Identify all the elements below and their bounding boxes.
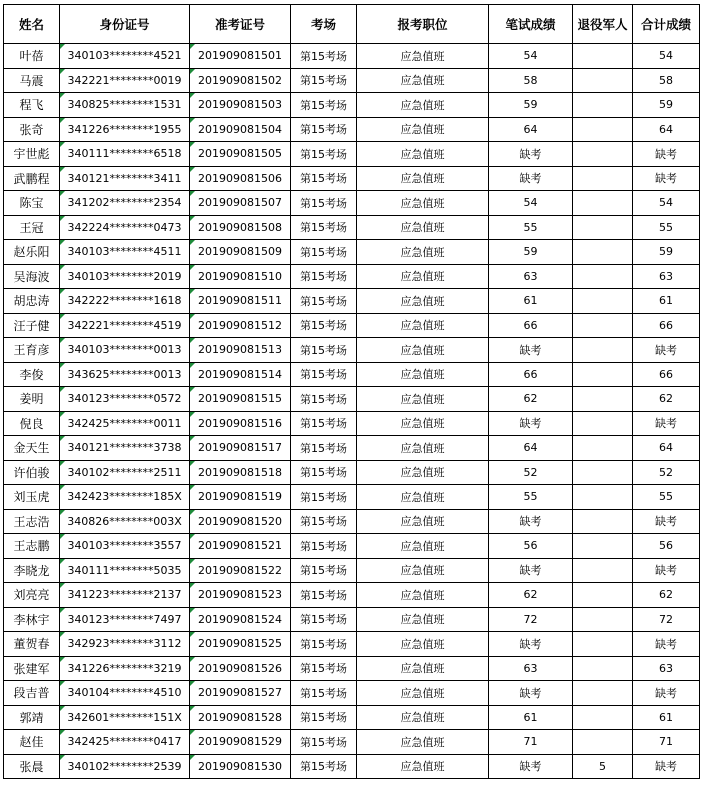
cell-position: 应急值班 <box>357 460 489 485</box>
score-table <box>3 4 700 779</box>
cell-written-score: 66 <box>489 313 573 338</box>
cell-exam-number: 201909081527 <box>190 681 291 706</box>
cell-exam-number: 201909081502 <box>190 68 291 93</box>
table-row <box>4 362 700 387</box>
cell-written-score: 54 <box>489 44 573 69</box>
cell-id-number: 342601********151X <box>60 705 190 730</box>
cell-position: 应急值班 <box>357 509 489 534</box>
table-row <box>4 705 700 730</box>
cell-total-score: 66 <box>633 313 700 338</box>
cell-id-number: 342221********0019 <box>60 68 190 93</box>
cell-written-score: 缺考 <box>489 509 573 534</box>
cell-veteran <box>573 117 633 142</box>
cell-exam-number: 201909081503 <box>190 93 291 118</box>
cell-room: 第15考场 <box>291 411 357 436</box>
cell-total-score: 64 <box>633 117 700 142</box>
cell-exam-number: 201909081515 <box>190 387 291 412</box>
cell-room: 第15考场 <box>291 656 357 681</box>
cell-written-score: 58 <box>489 68 573 93</box>
cell-id-number: 340123********7497 <box>60 607 190 632</box>
cell-exam-number: 201909081525 <box>190 632 291 657</box>
cell-name: 张奇 <box>4 117 60 142</box>
header-position: 报考职位 <box>357 5 489 44</box>
table-row <box>4 93 700 118</box>
cell-room: 第15考场 <box>291 583 357 608</box>
cell-room: 第15考场 <box>291 754 357 779</box>
cell-name: 姜明 <box>4 387 60 412</box>
table-row <box>4 313 700 338</box>
cell-id-number: 342923********3112 <box>60 632 190 657</box>
table-row <box>4 142 700 167</box>
cell-name: 王志鹏 <box>4 534 60 559</box>
cell-exam-number: 201909081505 <box>190 142 291 167</box>
cell-total-score: 缺考 <box>633 338 700 363</box>
cell-room: 第15考场 <box>291 632 357 657</box>
cell-veteran <box>573 142 633 167</box>
cell-exam-number: 201909081526 <box>190 656 291 681</box>
cell-total-score: 缺考 <box>633 142 700 167</box>
cell-room: 第15考场 <box>291 191 357 216</box>
cell-id-number: 341223********2137 <box>60 583 190 608</box>
cell-position: 应急值班 <box>357 142 489 167</box>
table-row <box>4 117 700 142</box>
cell-position: 应急值班 <box>357 93 489 118</box>
cell-exam-number: 201909081513 <box>190 338 291 363</box>
cell-id-number: 342425********0417 <box>60 730 190 755</box>
cell-exam-number: 201909081512 <box>190 313 291 338</box>
table-row <box>4 166 700 191</box>
cell-written-score: 66 <box>489 362 573 387</box>
cell-position: 应急值班 <box>357 485 489 510</box>
cell-veteran <box>573 191 633 216</box>
cell-total-score: 52 <box>633 460 700 485</box>
cell-room: 第15考场 <box>291 534 357 559</box>
cell-id-number: 340103********2019 <box>60 264 190 289</box>
cell-exam-number: 201909081529 <box>190 730 291 755</box>
header-room: 考场 <box>291 5 357 44</box>
cell-position: 应急值班 <box>357 534 489 559</box>
table-row <box>4 558 700 583</box>
cell-exam-number: 201909081524 <box>190 607 291 632</box>
cell-name: 李俊 <box>4 362 60 387</box>
cell-veteran <box>573 705 633 730</box>
cell-exam-number: 201909081522 <box>190 558 291 583</box>
cell-total-score: 缺考 <box>633 166 700 191</box>
cell-written-score: 56 <box>489 534 573 559</box>
cell-id-number: 340123********0572 <box>60 387 190 412</box>
cell-total-score: 66 <box>633 362 700 387</box>
table-row <box>4 656 700 681</box>
cell-exam-number: 201909081507 <box>190 191 291 216</box>
cell-veteran <box>573 313 633 338</box>
cell-room: 第15考场 <box>291 436 357 461</box>
cell-total-score: 61 <box>633 705 700 730</box>
cell-name: 武鹏程 <box>4 166 60 191</box>
header-written-score: 笔试成绩 <box>489 5 573 44</box>
cell-written-score: 62 <box>489 387 573 412</box>
cell-exam-number: 201909081509 <box>190 240 291 265</box>
cell-exam-number: 201909081511 <box>190 289 291 314</box>
cell-veteran <box>573 607 633 632</box>
header-veteran: 退役军人 <box>573 5 633 44</box>
cell-written-score: 61 <box>489 289 573 314</box>
cell-name: 李晓龙 <box>4 558 60 583</box>
cell-room: 第15考场 <box>291 68 357 93</box>
cell-name: 胡忠涛 <box>4 289 60 314</box>
cell-exam-number: 201909081518 <box>190 460 291 485</box>
cell-exam-number: 201909081520 <box>190 509 291 534</box>
table-row <box>4 289 700 314</box>
cell-name: 金天生 <box>4 436 60 461</box>
cell-name: 郭靖 <box>4 705 60 730</box>
cell-name: 董贺春 <box>4 632 60 657</box>
cell-name: 宇世彪 <box>4 142 60 167</box>
cell-position: 应急值班 <box>357 240 489 265</box>
cell-position: 应急值班 <box>357 44 489 69</box>
cell-name: 张建军 <box>4 656 60 681</box>
cell-name: 马震 <box>4 68 60 93</box>
cell-room: 第15考场 <box>291 730 357 755</box>
cell-room: 第15考场 <box>291 93 357 118</box>
cell-name: 赵佳 <box>4 730 60 755</box>
cell-veteran <box>573 44 633 69</box>
cell-position: 应急值班 <box>357 730 489 755</box>
cell-position: 应急值班 <box>357 436 489 461</box>
cell-room: 第15考场 <box>291 117 357 142</box>
cell-total-score: 缺考 <box>633 754 700 779</box>
cell-total-score: 71 <box>633 730 700 755</box>
cell-name: 王冠 <box>4 215 60 240</box>
cell-id-number: 340103********4511 <box>60 240 190 265</box>
cell-room: 第15考场 <box>291 387 357 412</box>
table-row <box>4 264 700 289</box>
cell-name: 段吉普 <box>4 681 60 706</box>
table-row <box>4 68 700 93</box>
cell-total-score: 64 <box>633 436 700 461</box>
header-row <box>4 5 700 44</box>
cell-id-number: 342221********4519 <box>60 313 190 338</box>
cell-room: 第15考场 <box>291 289 357 314</box>
cell-room: 第15考场 <box>291 166 357 191</box>
cell-written-score: 59 <box>489 93 573 118</box>
cell-position: 应急值班 <box>357 681 489 706</box>
cell-position: 应急值班 <box>357 289 489 314</box>
cell-veteran <box>573 362 633 387</box>
cell-written-score: 缺考 <box>489 142 573 167</box>
cell-written-score: 72 <box>489 607 573 632</box>
cell-position: 应急值班 <box>357 411 489 436</box>
cell-room: 第15考场 <box>291 558 357 583</box>
cell-veteran <box>573 509 633 534</box>
cell-written-score: 缺考 <box>489 338 573 363</box>
cell-total-score: 56 <box>633 534 700 559</box>
cell-exam-number: 201909081510 <box>190 264 291 289</box>
cell-name: 刘亮亮 <box>4 583 60 608</box>
table-row <box>4 338 700 363</box>
cell-id-number: 340102********2511 <box>60 460 190 485</box>
table-row <box>4 730 700 755</box>
cell-written-score: 63 <box>489 264 573 289</box>
cell-name: 刘玉虎 <box>4 485 60 510</box>
table-row <box>4 485 700 510</box>
cell-position: 应急值班 <box>357 338 489 363</box>
cell-room: 第15考场 <box>291 240 357 265</box>
cell-written-score: 缺考 <box>489 411 573 436</box>
header-total-score: 合计成绩 <box>633 5 700 44</box>
cell-position: 应急值班 <box>357 166 489 191</box>
cell-name: 张晨 <box>4 754 60 779</box>
table-row <box>4 436 700 461</box>
cell-written-score: 缺考 <box>489 558 573 583</box>
cell-total-score: 59 <box>633 93 700 118</box>
cell-id-number: 342423********185X <box>60 485 190 510</box>
table-row <box>4 754 700 779</box>
cell-room: 第15考场 <box>291 460 357 485</box>
cell-written-score: 缺考 <box>489 681 573 706</box>
cell-total-score: 58 <box>633 68 700 93</box>
cell-total-score: 63 <box>633 264 700 289</box>
cell-written-score: 55 <box>489 485 573 510</box>
cell-room: 第15考场 <box>291 681 357 706</box>
cell-written-score: 缺考 <box>489 754 573 779</box>
cell-total-score: 62 <box>633 387 700 412</box>
cell-id-number: 342222********1618 <box>60 289 190 314</box>
cell-id-number: 340825********1531 <box>60 93 190 118</box>
cell-id-number: 341226********1955 <box>60 117 190 142</box>
cell-name: 倪良 <box>4 411 60 436</box>
cell-id-number: 341202********2354 <box>60 191 190 216</box>
table-row <box>4 534 700 559</box>
cell-total-score: 54 <box>633 191 700 216</box>
cell-exam-number: 201909081530 <box>190 754 291 779</box>
cell-veteran <box>573 730 633 755</box>
cell-position: 应急值班 <box>357 754 489 779</box>
table-row <box>4 411 700 436</box>
cell-position: 应急值班 <box>357 387 489 412</box>
table-row <box>4 44 700 69</box>
cell-veteran <box>573 166 633 191</box>
cell-position: 应急值班 <box>357 362 489 387</box>
cell-position: 应急值班 <box>357 656 489 681</box>
cell-veteran <box>573 485 633 510</box>
cell-exam-number: 201909081528 <box>190 705 291 730</box>
cell-id-number: 340103********4521 <box>60 44 190 69</box>
cell-total-score: 缺考 <box>633 681 700 706</box>
cell-room: 第15考场 <box>291 509 357 534</box>
cell-veteran <box>573 583 633 608</box>
cell-id-number: 343625********0013 <box>60 362 190 387</box>
cell-name: 程飞 <box>4 93 60 118</box>
cell-room: 第15考场 <box>291 338 357 363</box>
cell-written-score: 71 <box>489 730 573 755</box>
cell-exam-number: 201909081519 <box>190 485 291 510</box>
cell-written-score: 55 <box>489 215 573 240</box>
cell-position: 应急值班 <box>357 68 489 93</box>
cell-position: 应急值班 <box>357 264 489 289</box>
cell-total-score: 54 <box>633 44 700 69</box>
cell-exam-number: 201909081514 <box>190 362 291 387</box>
cell-veteran <box>573 460 633 485</box>
header-exam-no: 准考证号 <box>190 5 291 44</box>
cell-written-score: 62 <box>489 583 573 608</box>
cell-id-number: 340102********2539 <box>60 754 190 779</box>
score-table-container <box>3 4 700 779</box>
cell-position: 应急值班 <box>357 215 489 240</box>
table-row <box>4 460 700 485</box>
cell-room: 第15考场 <box>291 313 357 338</box>
cell-veteran <box>573 558 633 583</box>
cell-veteran <box>573 436 633 461</box>
cell-exam-number: 201909081506 <box>190 166 291 191</box>
cell-veteran <box>573 656 633 681</box>
cell-position: 应急值班 <box>357 583 489 608</box>
table-row <box>4 215 700 240</box>
cell-exam-number: 201909081504 <box>190 117 291 142</box>
cell-veteran <box>573 240 633 265</box>
cell-room: 第15考场 <box>291 485 357 510</box>
cell-written-score: 52 <box>489 460 573 485</box>
cell-room: 第15考场 <box>291 44 357 69</box>
cell-total-score: 55 <box>633 485 700 510</box>
cell-name: 赵乐阳 <box>4 240 60 265</box>
cell-id-number: 340826********003X <box>60 509 190 534</box>
cell-room: 第15考场 <box>291 264 357 289</box>
cell-id-number: 341226********3219 <box>60 656 190 681</box>
cell-position: 应急值班 <box>357 607 489 632</box>
cell-total-score: 55 <box>633 215 700 240</box>
cell-position: 应急值班 <box>357 632 489 657</box>
cell-veteran <box>573 338 633 363</box>
cell-room: 第15考场 <box>291 705 357 730</box>
cell-id-number: 340104********4510 <box>60 681 190 706</box>
cell-id-number: 340103********3557 <box>60 534 190 559</box>
table-row <box>4 632 700 657</box>
cell-room: 第15考场 <box>291 215 357 240</box>
cell-veteran <box>573 93 633 118</box>
cell-position: 应急值班 <box>357 191 489 216</box>
cell-total-score: 61 <box>633 289 700 314</box>
cell-name: 王志浩 <box>4 509 60 534</box>
cell-written-score: 缺考 <box>489 166 573 191</box>
cell-room: 第15考场 <box>291 362 357 387</box>
cell-exam-number: 201909081516 <box>190 411 291 436</box>
cell-room: 第15考场 <box>291 607 357 632</box>
table-row <box>4 387 700 412</box>
cell-name: 许伯骏 <box>4 460 60 485</box>
cell-exam-number: 201909081521 <box>190 534 291 559</box>
cell-position: 应急值班 <box>357 313 489 338</box>
cell-exam-number: 201909081523 <box>190 583 291 608</box>
cell-veteran <box>573 632 633 657</box>
cell-total-score: 72 <box>633 607 700 632</box>
cell-name: 吴海波 <box>4 264 60 289</box>
header-name: 姓名 <box>4 5 60 44</box>
cell-written-score: 64 <box>489 117 573 142</box>
cell-id-number: 340121********3411 <box>60 166 190 191</box>
cell-position: 应急值班 <box>357 117 489 142</box>
cell-veteran <box>573 68 633 93</box>
cell-name: 王育彦 <box>4 338 60 363</box>
cell-id-number: 342224********0473 <box>60 215 190 240</box>
cell-id-number: 340111********6518 <box>60 142 190 167</box>
cell-position: 应急值班 <box>357 705 489 730</box>
cell-id-number: 340111********5035 <box>60 558 190 583</box>
cell-veteran <box>573 387 633 412</box>
cell-veteran: 5 <box>573 754 633 779</box>
cell-veteran <box>573 289 633 314</box>
cell-total-score: 缺考 <box>633 558 700 583</box>
cell-name: 陈宝 <box>4 191 60 216</box>
cell-written-score: 59 <box>489 240 573 265</box>
table-row <box>4 607 700 632</box>
cell-position: 应急值班 <box>357 558 489 583</box>
cell-total-score: 59 <box>633 240 700 265</box>
cell-name: 叶蓓 <box>4 44 60 69</box>
table-row <box>4 681 700 706</box>
cell-total-score: 63 <box>633 656 700 681</box>
table-row <box>4 509 700 534</box>
cell-written-score: 63 <box>489 656 573 681</box>
cell-total-score: 62 <box>633 583 700 608</box>
table-row <box>4 240 700 265</box>
cell-veteran <box>573 264 633 289</box>
cell-id-number: 342425********0011 <box>60 411 190 436</box>
cell-exam-number: 201909081517 <box>190 436 291 461</box>
cell-written-score: 54 <box>489 191 573 216</box>
cell-written-score: 61 <box>489 705 573 730</box>
cell-name: 汪子健 <box>4 313 60 338</box>
cell-veteran <box>573 215 633 240</box>
table-row <box>4 583 700 608</box>
cell-id-number: 340103********0013 <box>60 338 190 363</box>
cell-written-score: 缺考 <box>489 632 573 657</box>
cell-total-score: 缺考 <box>633 509 700 534</box>
cell-veteran <box>573 681 633 706</box>
cell-exam-number: 201909081501 <box>190 44 291 69</box>
cell-written-score: 64 <box>489 436 573 461</box>
cell-name: 李林宇 <box>4 607 60 632</box>
cell-exam-number: 201909081508 <box>190 215 291 240</box>
cell-veteran <box>573 534 633 559</box>
table-row <box>4 191 700 216</box>
cell-veteran <box>573 411 633 436</box>
cell-id-number: 340121********3738 <box>60 436 190 461</box>
cell-total-score: 缺考 <box>633 632 700 657</box>
cell-room: 第15考场 <box>291 142 357 167</box>
cell-total-score: 缺考 <box>633 411 700 436</box>
table-body <box>4 44 700 779</box>
header-id: 身份证号 <box>60 5 190 44</box>
